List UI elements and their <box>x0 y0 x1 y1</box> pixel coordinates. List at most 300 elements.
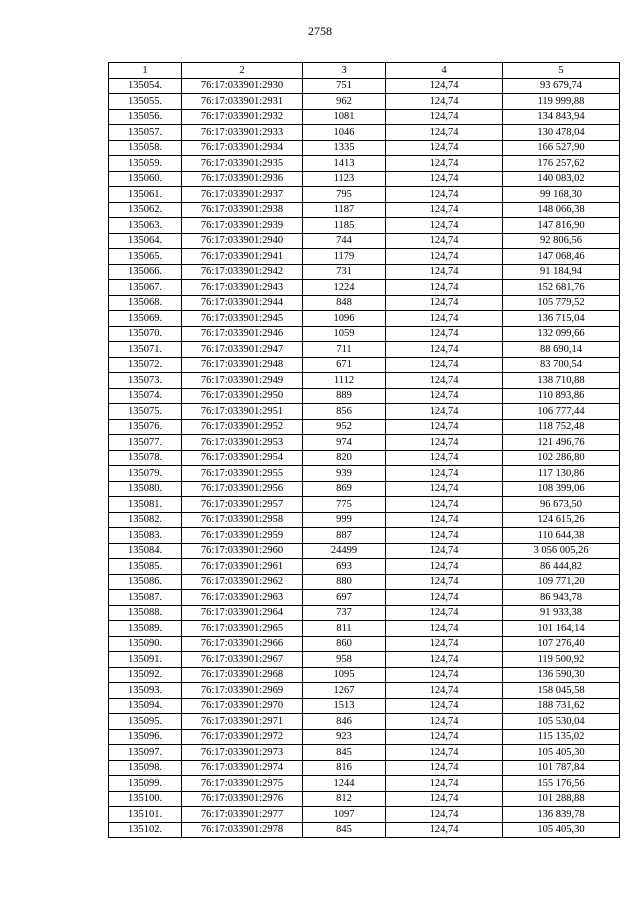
area-cell: 775 <box>303 497 386 513</box>
rate-cell: 124,74 <box>386 667 503 683</box>
area-cell: 952 <box>303 419 386 435</box>
area-cell: 811 <box>303 621 386 637</box>
cadastral-number-cell: 76:17:033901:2971 <box>182 714 303 730</box>
table-row <box>109 357 620 373</box>
rate-cell: 124,74 <box>386 125 503 141</box>
area-cell: 887 <box>303 528 386 544</box>
value-cell: 119 999,88 <box>503 94 620 110</box>
cadastral-number-cell: 76:17:033901:2948 <box>182 357 303 373</box>
cadastral-number-cell: 76:17:033901:2938 <box>182 202 303 218</box>
area-cell: 958 <box>303 652 386 668</box>
value-cell: 132 099,66 <box>503 326 620 342</box>
area-cell: 671 <box>303 357 386 373</box>
header-row <box>109 63 620 79</box>
row-number-cell: 135066. <box>109 264 182 280</box>
rate-cell: 124,74 <box>386 311 503 327</box>
table-row <box>109 125 620 141</box>
cadastral-number-cell: 76:17:033901:2943 <box>182 280 303 296</box>
table-row <box>109 156 620 172</box>
cadastral-number-cell: 76:17:033901:2949 <box>182 373 303 389</box>
value-cell: 101 164,14 <box>503 621 620 637</box>
cadastral-number-cell: 76:17:033901:2964 <box>182 605 303 621</box>
row-number-cell: 135100. <box>109 791 182 807</box>
data-table <box>108 62 620 838</box>
rate-cell: 124,74 <box>386 776 503 792</box>
table-row <box>109 466 620 482</box>
column-header: 2 <box>182 63 303 79</box>
table-row <box>109 512 620 528</box>
table-row <box>109 543 620 559</box>
table-row <box>109 791 620 807</box>
table-row <box>109 745 620 761</box>
rate-cell: 124,74 <box>386 822 503 838</box>
table-row <box>109 342 620 358</box>
cadastral-number-cell: 76:17:033901:2966 <box>182 636 303 652</box>
row-number-cell: 135081. <box>109 497 182 513</box>
area-cell: 848 <box>303 295 386 311</box>
rate-cell: 124,74 <box>386 636 503 652</box>
cadastral-number-cell: 76:17:033901:2972 <box>182 729 303 745</box>
column-header: 4 <box>386 63 503 79</box>
row-number-cell: 135094. <box>109 698 182 714</box>
value-cell: 105 405,30 <box>503 745 620 761</box>
row-number-cell: 135102. <box>109 822 182 838</box>
cadastral-number-cell: 76:17:033901:2932 <box>182 109 303 125</box>
page-number: 2758 <box>308 24 332 38</box>
value-cell: 109 771,20 <box>503 574 620 590</box>
value-cell: 96 673,50 <box>503 497 620 513</box>
value-cell: 119 500,92 <box>503 652 620 668</box>
rate-cell: 124,74 <box>386 729 503 745</box>
area-cell: 795 <box>303 187 386 203</box>
cadastral-number-cell: 76:17:033901:2956 <box>182 481 303 497</box>
row-number-cell: 135071. <box>109 342 182 358</box>
value-cell: 134 843,94 <box>503 109 620 125</box>
row-number-cell: 135067. <box>109 280 182 296</box>
area-cell: 1112 <box>303 373 386 389</box>
area-cell: 974 <box>303 435 386 451</box>
row-number-cell: 135091. <box>109 652 182 668</box>
cadastral-number-cell: 76:17:033901:2955 <box>182 466 303 482</box>
cadastral-number-cell: 76:17:033901:2950 <box>182 388 303 404</box>
value-cell: 147 068,46 <box>503 249 620 265</box>
rate-cell: 124,74 <box>386 280 503 296</box>
area-cell: 923 <box>303 729 386 745</box>
area-cell: 1096 <box>303 311 386 327</box>
row-number-cell: 135079. <box>109 466 182 482</box>
rate-cell: 124,74 <box>386 714 503 730</box>
row-number-cell: 135069. <box>109 311 182 327</box>
table-row <box>109 326 620 342</box>
rate-cell: 124,74 <box>386 419 503 435</box>
row-number-cell: 135089. <box>109 621 182 637</box>
row-number-cell: 135093. <box>109 683 182 699</box>
rate-cell: 124,74 <box>386 590 503 606</box>
value-cell: 147 816,90 <box>503 218 620 234</box>
table-row <box>109 481 620 497</box>
value-cell: 108 399,06 <box>503 481 620 497</box>
row-number-cell: 135095. <box>109 714 182 730</box>
rate-cell: 124,74 <box>386 218 503 234</box>
value-cell: 152 681,76 <box>503 280 620 296</box>
row-number-cell: 135090. <box>109 636 182 652</box>
table-row <box>109 528 620 544</box>
area-cell: 693 <box>303 559 386 575</box>
value-cell: 110 893,86 <box>503 388 620 404</box>
area-cell: 845 <box>303 745 386 761</box>
table-row <box>109 94 620 110</box>
area-cell: 1244 <box>303 776 386 792</box>
area-cell: 820 <box>303 450 386 466</box>
cadastral-number-cell: 76:17:033901:2969 <box>182 683 303 699</box>
value-cell: 83 700,54 <box>503 357 620 373</box>
row-number-cell: 135077. <box>109 435 182 451</box>
value-cell: 188 731,62 <box>503 698 620 714</box>
row-number-cell: 135065. <box>109 249 182 265</box>
rate-cell: 124,74 <box>386 202 503 218</box>
value-cell: 105 405,30 <box>503 822 620 838</box>
value-cell: 99 168,30 <box>503 187 620 203</box>
row-number-cell: 135074. <box>109 388 182 404</box>
row-number-cell: 135088. <box>109 605 182 621</box>
area-cell: 1187 <box>303 202 386 218</box>
value-cell: 92 806,56 <box>503 233 620 249</box>
area-cell: 880 <box>303 574 386 590</box>
table-row <box>109 311 620 327</box>
area-cell: 1224 <box>303 280 386 296</box>
area-cell: 856 <box>303 404 386 420</box>
cadastral-number-cell: 76:17:033901:2961 <box>182 559 303 575</box>
table-body <box>109 78 620 838</box>
row-number-cell: 135068. <box>109 295 182 311</box>
cadastral-number-cell: 76:17:033901:2942 <box>182 264 303 280</box>
row-number-cell: 135097. <box>109 745 182 761</box>
cadastral-number-cell: 76:17:033901:2937 <box>182 187 303 203</box>
table-row <box>109 233 620 249</box>
rate-cell: 124,74 <box>386 574 503 590</box>
cadastral-number-cell: 76:17:033901:2931 <box>182 94 303 110</box>
row-number-cell: 135054. <box>109 78 182 94</box>
cadastral-number-cell: 76:17:033901:2930 <box>182 78 303 94</box>
table-row <box>109 202 620 218</box>
value-cell: 107 276,40 <box>503 636 620 652</box>
rate-cell: 124,74 <box>386 528 503 544</box>
rate-cell: 124,74 <box>386 698 503 714</box>
area-cell: 869 <box>303 481 386 497</box>
value-cell: 136 590,30 <box>503 667 620 683</box>
cadastral-number-cell: 76:17:033901:2976 <box>182 791 303 807</box>
rate-cell: 124,74 <box>386 187 503 203</box>
row-number-cell: 135101. <box>109 807 182 823</box>
table-row <box>109 388 620 404</box>
row-number-cell: 135070. <box>109 326 182 342</box>
area-cell: 1059 <box>303 326 386 342</box>
rate-cell: 124,74 <box>386 497 503 513</box>
area-cell: 1046 <box>303 125 386 141</box>
cadastral-number-cell: 76:17:033901:2933 <box>182 125 303 141</box>
area-cell: 1413 <box>303 156 386 172</box>
table-row <box>109 822 620 838</box>
area-cell: 999 <box>303 512 386 528</box>
cadastral-number-cell: 76:17:033901:2947 <box>182 342 303 358</box>
value-cell: 86 444,82 <box>503 559 620 575</box>
area-cell: 1513 <box>303 698 386 714</box>
value-cell: 105 530,04 <box>503 714 620 730</box>
table-row <box>109 404 620 420</box>
row-number-cell: 135098. <box>109 760 182 776</box>
row-number-cell: 135059. <box>109 156 182 172</box>
value-cell: 136 715,04 <box>503 311 620 327</box>
rate-cell: 124,74 <box>386 683 503 699</box>
row-number-cell: 135057. <box>109 125 182 141</box>
table-row <box>109 295 620 311</box>
cadastral-number-cell: 76:17:033901:2935 <box>182 156 303 172</box>
area-cell: 939 <box>303 466 386 482</box>
row-number-cell: 135073. <box>109 373 182 389</box>
table-row <box>109 683 620 699</box>
area-cell: 962 <box>303 94 386 110</box>
value-cell: 158 045,58 <box>503 683 620 699</box>
table-row <box>109 450 620 466</box>
table-row <box>109 373 620 389</box>
value-cell: 106 777,44 <box>503 404 620 420</box>
row-number-cell: 135060. <box>109 171 182 187</box>
area-cell: 860 <box>303 636 386 652</box>
value-cell: 121 496,76 <box>503 435 620 451</box>
rate-cell: 124,74 <box>386 78 503 94</box>
value-cell: 110 644,38 <box>503 528 620 544</box>
row-number-cell: 135080. <box>109 481 182 497</box>
rate-cell: 124,74 <box>386 109 503 125</box>
rate-cell: 124,74 <box>386 605 503 621</box>
value-cell: 124 615,26 <box>503 512 620 528</box>
row-number-cell: 135072. <box>109 357 182 373</box>
row-number-cell: 135087. <box>109 590 182 606</box>
rate-cell: 124,74 <box>386 512 503 528</box>
rate-cell: 124,74 <box>386 140 503 156</box>
table-row <box>109 605 620 621</box>
value-cell: 166 527,90 <box>503 140 620 156</box>
area-cell: 751 <box>303 78 386 94</box>
value-cell: 3 056 005,26 <box>503 543 620 559</box>
area-cell: 1095 <box>303 667 386 683</box>
table-row <box>109 419 620 435</box>
rate-cell: 124,74 <box>386 543 503 559</box>
value-cell: 155 176,56 <box>503 776 620 792</box>
rate-cell: 124,74 <box>386 435 503 451</box>
cadastral-number-cell: 76:17:033901:2960 <box>182 543 303 559</box>
table-row <box>109 667 620 683</box>
rate-cell: 124,74 <box>386 357 503 373</box>
rate-cell: 124,74 <box>386 652 503 668</box>
value-cell: 115 135,02 <box>503 729 620 745</box>
rate-cell: 124,74 <box>386 233 503 249</box>
row-number-cell: 135063. <box>109 218 182 234</box>
cadastral-number-cell: 76:17:033901:2946 <box>182 326 303 342</box>
rate-cell: 124,74 <box>386 94 503 110</box>
area-cell: 1081 <box>303 109 386 125</box>
row-number-cell: 135099. <box>109 776 182 792</box>
cadastral-number-cell: 76:17:033901:2940 <box>182 233 303 249</box>
row-number-cell: 135096. <box>109 729 182 745</box>
table-row <box>109 140 620 156</box>
table-row <box>109 264 620 280</box>
value-cell: 148 066,38 <box>503 202 620 218</box>
row-number-cell: 135075. <box>109 404 182 420</box>
table-row <box>109 280 620 296</box>
value-cell: 88 690,14 <box>503 342 620 358</box>
cadastral-number-cell: 76:17:033901:2975 <box>182 776 303 792</box>
rate-cell: 124,74 <box>386 745 503 761</box>
cadastral-number-cell: 76:17:033901:2936 <box>182 171 303 187</box>
rate-cell: 124,74 <box>386 760 503 776</box>
table-row <box>109 807 620 823</box>
value-cell: 130 478,04 <box>503 125 620 141</box>
area-cell: 1267 <box>303 683 386 699</box>
rate-cell: 124,74 <box>386 326 503 342</box>
rate-cell: 124,74 <box>386 156 503 172</box>
area-cell: 731 <box>303 264 386 280</box>
rate-cell: 124,74 <box>386 450 503 466</box>
rate-cell: 124,74 <box>386 373 503 389</box>
rate-cell: 124,74 <box>386 264 503 280</box>
cadastral-number-cell: 76:17:033901:2952 <box>182 419 303 435</box>
area-cell: 889 <box>303 388 386 404</box>
rate-cell: 124,74 <box>386 388 503 404</box>
table-row <box>109 78 620 94</box>
rate-cell: 124,74 <box>386 466 503 482</box>
area-cell: 1123 <box>303 171 386 187</box>
area-cell: 24499 <box>303 543 386 559</box>
cadastral-number-cell: 76:17:033901:2945 <box>182 311 303 327</box>
value-cell: 176 257,62 <box>503 156 620 172</box>
rate-cell: 124,74 <box>386 559 503 575</box>
area-cell: 1335 <box>303 140 386 156</box>
area-cell: 1185 <box>303 218 386 234</box>
cadastral-number-cell: 76:17:033901:2944 <box>182 295 303 311</box>
area-cell: 812 <box>303 791 386 807</box>
row-number-cell: 135085. <box>109 559 182 575</box>
row-number-cell: 135092. <box>109 667 182 683</box>
cadastral-number-cell: 76:17:033901:2978 <box>182 822 303 838</box>
value-cell: 101 787,84 <box>503 760 620 776</box>
value-cell: 118 752,48 <box>503 419 620 435</box>
area-cell: 845 <box>303 822 386 838</box>
area-cell: 1097 <box>303 807 386 823</box>
table-row <box>109 497 620 513</box>
table-header <box>109 63 620 79</box>
cadastral-number-cell: 76:17:033901:2953 <box>182 435 303 451</box>
cadastral-number-cell: 76:17:033901:2958 <box>182 512 303 528</box>
area-cell: 711 <box>303 342 386 358</box>
rate-cell: 124,74 <box>386 171 503 187</box>
table-row <box>109 760 620 776</box>
row-number-cell: 135076. <box>109 419 182 435</box>
table-row <box>109 652 620 668</box>
row-number-cell: 135084. <box>109 543 182 559</box>
value-cell: 117 130,86 <box>503 466 620 482</box>
table-row <box>109 249 620 265</box>
cadastral-number-cell: 76:17:033901:2951 <box>182 404 303 420</box>
cadastral-number-cell: 76:17:033901:2967 <box>182 652 303 668</box>
value-cell: 93 679,74 <box>503 78 620 94</box>
value-cell: 138 710,88 <box>503 373 620 389</box>
value-cell: 86 943,78 <box>503 590 620 606</box>
table-row <box>109 729 620 745</box>
table-row <box>109 435 620 451</box>
row-number-cell: 135058. <box>109 140 182 156</box>
table-row <box>109 698 620 714</box>
cadastral-number-cell: 76:17:033901:2957 <box>182 497 303 513</box>
value-cell: 91 933,38 <box>503 605 620 621</box>
row-number-cell: 135086. <box>109 574 182 590</box>
column-header: 1 <box>109 63 182 79</box>
cadastral-number-cell: 76:17:033901:2963 <box>182 590 303 606</box>
cadastral-number-cell: 76:17:033901:2970 <box>182 698 303 714</box>
table-row <box>109 621 620 637</box>
area-cell: 697 <box>303 590 386 606</box>
rate-cell: 124,74 <box>386 807 503 823</box>
rate-cell: 124,74 <box>386 295 503 311</box>
row-number-cell: 135064. <box>109 233 182 249</box>
value-cell: 105 779,52 <box>503 295 620 311</box>
row-number-cell: 135062. <box>109 202 182 218</box>
cadastral-number-cell: 76:17:033901:2939 <box>182 218 303 234</box>
rate-cell: 124,74 <box>386 249 503 265</box>
value-cell: 102 286,80 <box>503 450 620 466</box>
cadastral-number-cell: 76:17:033901:2977 <box>182 807 303 823</box>
row-number-cell: 135083. <box>109 528 182 544</box>
rate-cell: 124,74 <box>386 404 503 420</box>
rate-cell: 124,74 <box>386 621 503 637</box>
area-cell: 737 <box>303 605 386 621</box>
area-cell: 1179 <box>303 249 386 265</box>
cadastral-number-cell: 76:17:033901:2959 <box>182 528 303 544</box>
row-number-cell: 135056. <box>109 109 182 125</box>
area-cell: 846 <box>303 714 386 730</box>
row-number-cell: 135078. <box>109 450 182 466</box>
rate-cell: 124,74 <box>386 481 503 497</box>
rate-cell: 124,74 <box>386 791 503 807</box>
table-row <box>109 559 620 575</box>
cadastral-number-cell: 76:17:033901:2968 <box>182 667 303 683</box>
table-row <box>109 636 620 652</box>
area-cell: 744 <box>303 233 386 249</box>
row-number-cell: 135061. <box>109 187 182 203</box>
row-number-cell: 135055. <box>109 94 182 110</box>
table-row <box>109 574 620 590</box>
cadastral-number-cell: 76:17:033901:2973 <box>182 745 303 761</box>
table-row <box>109 590 620 606</box>
table-row <box>109 187 620 203</box>
cadastral-number-cell: 76:17:033901:2941 <box>182 249 303 265</box>
table-row <box>109 714 620 730</box>
cadastral-number-cell: 76:17:033901:2965 <box>182 621 303 637</box>
cadastral-number-cell: 76:17:033901:2954 <box>182 450 303 466</box>
table-row <box>109 171 620 187</box>
column-header: 5 <box>503 63 620 79</box>
rate-cell: 124,74 <box>386 342 503 358</box>
row-number-cell: 135082. <box>109 512 182 528</box>
value-cell: 91 184,94 <box>503 264 620 280</box>
value-cell: 101 288,88 <box>503 791 620 807</box>
column-header: 3 <box>303 63 386 79</box>
value-cell: 136 839,78 <box>503 807 620 823</box>
table-row <box>109 109 620 125</box>
table-row <box>109 776 620 792</box>
table-row <box>109 218 620 234</box>
value-cell: 140 083,02 <box>503 171 620 187</box>
